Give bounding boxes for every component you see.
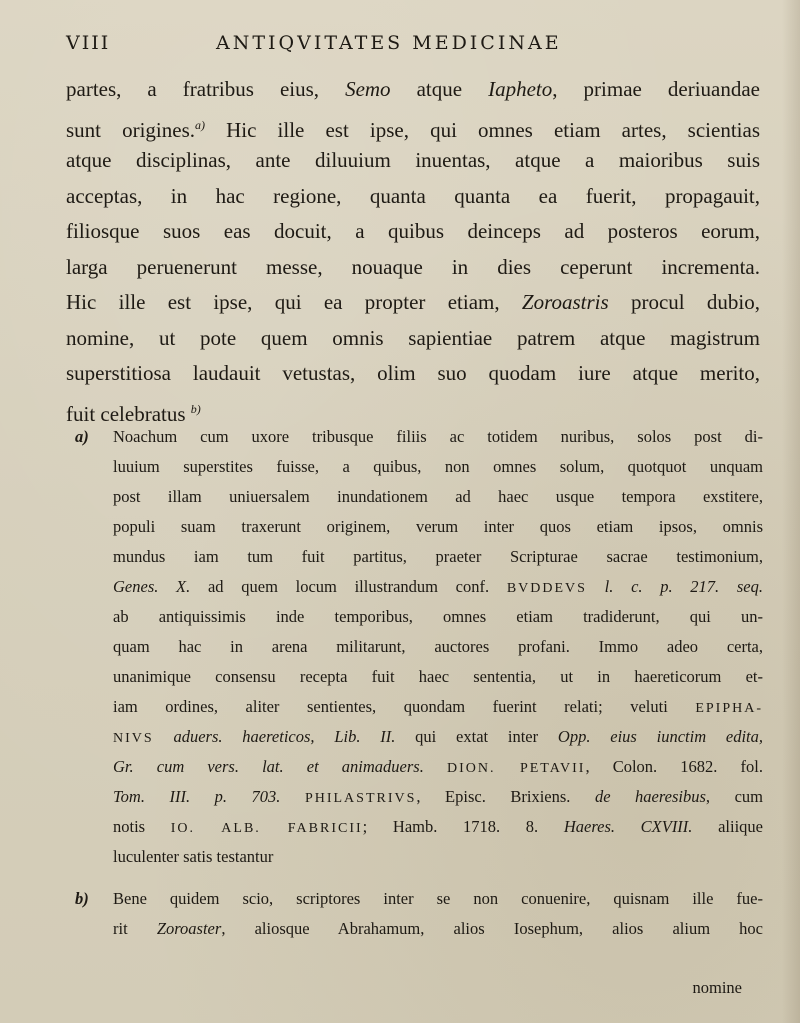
footnote-line: quam hac in arena militarunt, auctores profani. Immo adeo certa, xyxy=(113,637,763,656)
footnote-reference: b) xyxy=(190,401,201,416)
catchword: nomine xyxy=(692,978,742,997)
small-caps-name: PHILASTRIVS xyxy=(304,791,417,806)
page-edge-shadow xyxy=(782,0,800,1023)
running-head: ANTIQVITATES MEDICINAE xyxy=(216,32,562,54)
italic-text: Gr. cum vers. lat. et animaduers. xyxy=(113,757,424,776)
footnote-reference: a) xyxy=(195,117,206,132)
footnote-line: populi suam traxerunt originem, verum inter quos etiam ipsos, omnis xyxy=(113,517,763,536)
text-line: sunt origines.$^{a)}$ Hic ille est ipse, qui omnes etiam artes, scientias xyxy=(66,117,760,142)
footnote-marker: b) xyxy=(75,889,89,908)
text-line: superstitiosa laudauit vetustas, olim suo quodam iure atque merito, xyxy=(66,361,760,385)
footnote xyxy=(75,422,763,872)
small-caps-name: EPIPHA- xyxy=(695,701,763,716)
footnote-line: luculenter satis testantur xyxy=(113,847,274,866)
italic-text: Haeres. CXVIII. xyxy=(563,817,693,836)
text-line: fuit celebratus $^{b)}$ xyxy=(66,401,201,426)
text-line: partes, a fratribus eius, Semo atque Iapheto, primae deriuandae xyxy=(66,77,760,101)
small-caps-name: NIVS xyxy=(113,731,154,746)
page-number: VIII xyxy=(66,32,111,54)
italic-text: Genes. X. xyxy=(113,577,191,596)
page-header xyxy=(66,32,756,62)
footnote xyxy=(75,884,763,944)
footnote-line: luuium superstites fuisse, a quibus, non omnes solum, quotquot unquam xyxy=(113,457,763,476)
text-line: nomine, ut pote quem omnis sapientiae patrem atque magistrum xyxy=(66,325,760,350)
italic-text: Tom. III. p. 703. xyxy=(113,787,281,806)
footnote-marker: a) xyxy=(75,427,89,446)
footnote-line: ab antiquissimis inde temporibus, omnes etiam tradiderunt, qui un- xyxy=(113,607,763,626)
footnote-line: Gr. cum vers. lat. et animaduers. DION. PETAVII, Colon. 1682. fol. xyxy=(113,757,763,776)
text-line: Hic ille est ipse, qui ea propter etiam, Zoroastris procul dubio, xyxy=(66,290,760,314)
small-caps-name: BVDDEVS xyxy=(506,581,587,596)
italic-text: aduers. haereticos, Lib. II. xyxy=(173,727,396,746)
main-text xyxy=(66,72,760,427)
footnote-line: notis IO. ALB. FABRICII; Hamb. 1718. 8. Haeres. CXVIII. aliique xyxy=(113,817,763,836)
text-line: atque disciplinas, ante diluuium inuentas, atque a maioribus suis xyxy=(66,148,760,172)
text-line: larga peruenerunt messe, nouaque in dies ceperunt incrementa. xyxy=(66,254,760,279)
italic-text: Zoroastris xyxy=(521,290,609,314)
text-line: acceptas, in hac regione, quanta quanta ea fuerit, propagauit, xyxy=(66,183,760,208)
italic-text: Opp. eius iunctim edita, xyxy=(557,727,764,746)
footnote-line: Bene quidem scio, scriptores inter se non conuenire, quisnam ille fue- xyxy=(113,889,763,908)
footnote-line: mundus iam tum fuit partitus, praeter Scripturae sacrae testimonium, xyxy=(113,547,763,566)
footnote-line: rit Zoroaster, aliosque Abrahamum, alios Iosephum, alios alium hoc xyxy=(113,919,763,938)
italic-text: Zoroaster xyxy=(156,919,222,938)
small-caps-name: DION. PETAVII xyxy=(446,761,586,776)
footnote-line: Genes. X. ad quem locum illustrandum conf. BVDDEVS l. c. p. 217. seq. xyxy=(113,577,763,596)
footnote-line: post illam uniuersalem inundationem ad haec usque tempora exstitere, xyxy=(113,487,763,506)
footnote-line: NIVS aduers. haereticos, Lib. II. qui extat inter Opp. eius iunctim edita, xyxy=(113,727,764,746)
footnote-line: iam ordines, aliter sentientes, quondam fuerint relati; veluti EPIPHA- xyxy=(113,697,763,716)
italic-text: l. c. p. 217. seq. xyxy=(604,577,763,596)
small-caps-name: IO. ALB. FABRICII xyxy=(170,821,363,836)
footnotes xyxy=(75,422,763,944)
italic-text: de haeresibus xyxy=(594,787,706,806)
footnote-line: Tom. III. p. 703. PHILASTRIVS, Episc. Brixiens. de haeresibus, cum xyxy=(113,787,763,806)
italic-text: Semo xyxy=(345,77,391,101)
italic-text: Iapheto xyxy=(488,77,553,101)
footnote-line: Noachum cum uxore tribusque filiis ac totidem nuribus, solos post di- xyxy=(113,427,763,446)
footnote-line: unanimique consensu recepta fuit haec sententia, ut in haereticorum et- xyxy=(113,667,763,686)
text-line: filiosque suos eas docuit, a quibus deinceps ad posteros eorum, xyxy=(66,219,760,243)
